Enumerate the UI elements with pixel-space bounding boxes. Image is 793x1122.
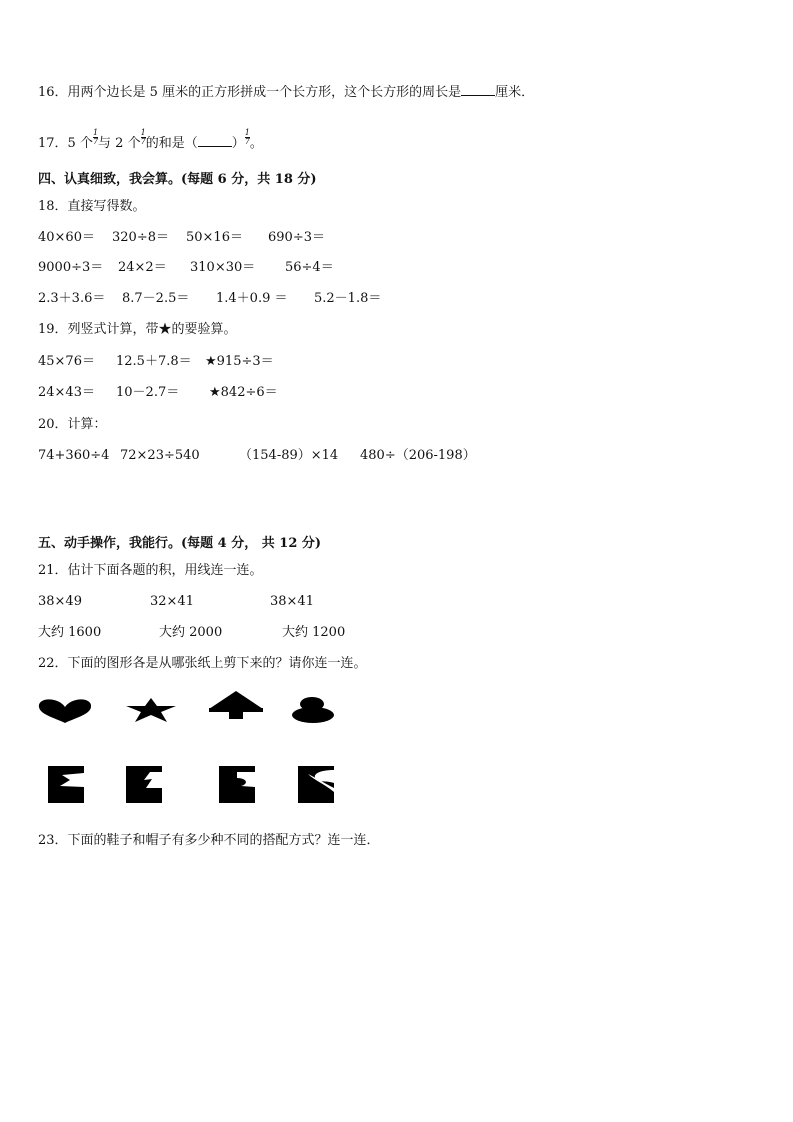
question-18-row <box>38 229 738 247</box>
estimate-item[interactable]: 大约 1600 <box>38 625 102 640</box>
question-18-row <box>38 259 738 277</box>
calc-item: 40×60＝ <box>38 230 95 245</box>
blob-icon[interactable] <box>291 697 335 723</box>
calc-item: ★842÷6＝ <box>209 385 278 400</box>
fraction-one-seventh: $\frac{1}{7}$ <box>140 128 146 146</box>
estimate-item[interactable]: 大约 2000 <box>159 625 223 640</box>
question-16-text-a: 16．用两个边长是 5 厘米的正方形拼成一个长方形，这个长方形的周长是 <box>38 85 462 100</box>
answer-blank[interactable] <box>198 134 232 147</box>
calc-item: 2.3＋3.6＝ <box>38 291 106 306</box>
question-21-title: 21．估计下面各题的积，用线连一连。 <box>38 563 263 578</box>
question-16-text-b: 厘米． <box>495 85 535 100</box>
calc-item: 9000÷3＝ <box>38 260 104 275</box>
question-17 <box>38 129 263 153</box>
calc-item: 24×2＝ <box>118 260 167 275</box>
calc-item: 50×16＝ <box>186 230 243 245</box>
question-20-title: 20．计算： <box>38 417 107 432</box>
calc-item: 480÷（206-198） <box>360 448 476 463</box>
question-21-products <box>38 593 738 611</box>
question-22-title: 22．下面的图形各是从哪张纸上剪下来的？请你连一连。 <box>38 656 367 671</box>
calc-item: 56÷4＝ <box>285 260 334 275</box>
calc-item: 74+360÷4 <box>38 448 110 463</box>
question-19-title: 19．列竖式计算，带★的要验算。 <box>38 322 237 337</box>
question-17-text-b: 与 2 个 <box>98 136 141 151</box>
question-19-row <box>38 353 738 371</box>
calc-item: 320÷8＝ <box>112 230 169 245</box>
cut-paper-1-icon[interactable] <box>48 766 84 803</box>
product-item[interactable]: 38×41 <box>270 594 314 609</box>
calc-item: 45×76＝ <box>38 354 95 369</box>
question-18-row <box>38 290 738 308</box>
calc-item: 690÷3＝ <box>268 230 325 245</box>
calc-item: 24×43＝ <box>38 385 95 400</box>
calc-item: 1.4＋0.9 ＝ <box>216 291 288 306</box>
answer-blank[interactable] <box>461 83 495 96</box>
cut-paper-3-icon[interactable] <box>219 766 255 803</box>
question-21-estimates <box>38 624 738 642</box>
calc-item: 10－2.7＝ <box>116 385 180 400</box>
estimate-item[interactable]: 大约 1200 <box>282 625 346 640</box>
calc-item: ★915÷3＝ <box>205 354 274 369</box>
star-icon[interactable] <box>126 698 176 722</box>
calc-item: 12.5＋7.8＝ <box>116 354 192 369</box>
calc-item: 5.2－1.8＝ <box>314 291 382 306</box>
fraction-one-seventh: $\frac{1}{7}$ <box>92 128 99 146</box>
question-16 <box>38 83 534 102</box>
calc-item: 310×30＝ <box>190 260 256 275</box>
question-23-title: 23．下面的鞋子和帽子有多少种不同的搭配方式？连一连． <box>38 833 380 848</box>
cut-paper-2-icon[interactable] <box>126 766 162 803</box>
question-19-row <box>38 384 738 402</box>
fraction-one-seventh: $\frac{1}{7}$ <box>244 128 250 146</box>
arrow-icon[interactable] <box>209 691 263 719</box>
product-item[interactable]: 38×49 <box>38 594 82 609</box>
calc-item: 8.7－2.5＝ <box>122 291 190 306</box>
question-17-text-d: ） <box>231 136 245 151</box>
cut-paper-4-icon[interactable] <box>298 766 334 803</box>
heart-icon[interactable] <box>38 698 92 724</box>
question-17-text-c: 的和是（ <box>145 136 198 151</box>
product-item[interactable]: 32×41 <box>150 594 194 609</box>
question-18-title: 18．直接写得数。 <box>38 199 146 214</box>
calc-item: 72×23÷540 <box>120 448 200 463</box>
section-5-title: 五、动手操作，我能行。(每题 4 分， 共 12 分) <box>38 536 322 551</box>
question-17-text-a: 17．5 个 <box>38 136 93 151</box>
question-17-text-e: 。 <box>249 136 263 151</box>
calc-item: （154-89）×14 <box>239 448 339 463</box>
section-4-title: 四、认真细致，我会算。(每题 6 分，共 18 分) <box>38 172 317 187</box>
question-20-row <box>38 447 738 465</box>
